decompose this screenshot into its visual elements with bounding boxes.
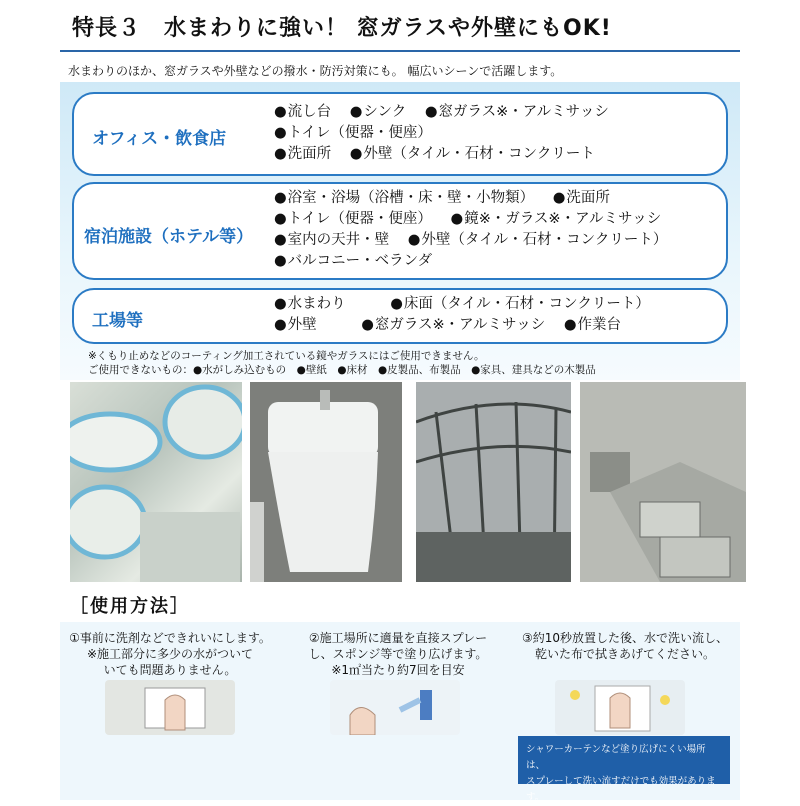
step-line: いても問題ありません。 bbox=[103, 663, 237, 677]
use-item: ● 鏡※・ガラス※・アルミサッシ bbox=[451, 209, 662, 230]
use-item: ● 水まわり bbox=[274, 294, 346, 315]
use-item: ● 外壁（タイル・石材・コンクリート bbox=[350, 144, 595, 165]
illustration-drying bbox=[555, 680, 685, 735]
use-item: ● 浴室・浴場（浴槽・床・壁・小物類） bbox=[274, 188, 534, 209]
use-item: ● 洗面所 bbox=[553, 188, 610, 209]
category-name: 工場等 bbox=[92, 311, 143, 331]
photo-toilet bbox=[250, 382, 402, 582]
use-item: ● 窓ガラス※・アルミサッシ bbox=[425, 102, 609, 123]
category-items bbox=[274, 188, 681, 272]
step-line: ②施工場所に適量を直接スプレー bbox=[308, 631, 488, 645]
category-name: オフィス・飲食店 bbox=[92, 129, 227, 149]
usage-title: ［使用方法］ bbox=[70, 596, 190, 617]
photo-towels bbox=[70, 382, 242, 582]
usage-step-3 bbox=[515, 630, 735, 662]
step-line: ※施工部分に多少の水がついて bbox=[86, 647, 254, 661]
step-line: ①事前に洗剤などできれいにします。 bbox=[69, 631, 271, 645]
use-item: ● 流し台 bbox=[274, 102, 331, 123]
intro-text: 水まわりのほか、窓ガラスや外壁などの撥水・防汚対策にも。 幅広いシーンで活躍します。 bbox=[68, 64, 563, 78]
use-item: ● 外壁 bbox=[274, 315, 317, 336]
use-item: ● 窓ガラス※・アルミサッシ bbox=[361, 315, 545, 336]
use-item: ● 床面（タイル・石材・コンクリート） bbox=[390, 294, 650, 315]
tip-line: シャワーカーテンなど塗り広げにくい場所は、 bbox=[526, 744, 706, 771]
feature-page bbox=[60, 0, 740, 803]
not-usable-note: ご使用できないもの：●水がしみ込むもの ●壁紙 ●床材 ●皮製品、布製品 ●家具、建具などの木製品 bbox=[88, 364, 596, 376]
photo-factory-sink bbox=[580, 382, 746, 582]
tip-box bbox=[518, 736, 730, 803]
category-box-hotel bbox=[72, 182, 728, 280]
caution-note: ※くもり止めなどのコーティング加工されている鏡やガラスにはご使用できません。 bbox=[88, 350, 485, 362]
usage-step-1 bbox=[60, 630, 280, 678]
category-items bbox=[274, 294, 664, 336]
use-item: ● トイレ（便器・便座） bbox=[274, 123, 432, 144]
use-item: ● バルコニー・ベランダ bbox=[274, 251, 432, 272]
step-line: し、スポンジ等で塗り広げます。 bbox=[308, 647, 488, 661]
use-item: ● 外壁（タイル・石材・コンクリート） bbox=[408, 230, 668, 251]
feature-title: 特長３ 水まわりに強い！ 窓ガラスや外壁にもOK! bbox=[72, 15, 612, 41]
category-box-office bbox=[72, 92, 728, 176]
use-item: ● 室内の天井・壁 bbox=[274, 230, 389, 251]
illustration-spraying bbox=[330, 680, 460, 735]
category-items bbox=[274, 102, 623, 165]
use-item: ● 洗面所 bbox=[274, 144, 331, 165]
illustration-wiping bbox=[105, 680, 235, 735]
photo-greenhouse bbox=[416, 382, 571, 582]
step-line: ※1㎡当たり約7回を目安 bbox=[331, 663, 465, 677]
step-line: ③約10秒放置した後、水で洗い流し、 bbox=[521, 631, 729, 645]
step-line: 乾いた布で拭きあげてください。 bbox=[534, 647, 715, 661]
use-item: ● 作業台 bbox=[564, 315, 621, 336]
header-divider bbox=[60, 50, 740, 52]
use-item: ● シンク bbox=[350, 102, 407, 123]
category-box-factory bbox=[72, 288, 728, 344]
use-item: ● トイレ（便器・便座） bbox=[274, 209, 432, 230]
feature-header bbox=[60, 4, 740, 48]
category-name: 宿泊施設（ホテル等） bbox=[84, 227, 254, 247]
usage-step-2 bbox=[288, 630, 508, 678]
tip-line: スプレーして洗い流すだけでも効果があります。 bbox=[526, 776, 716, 803]
